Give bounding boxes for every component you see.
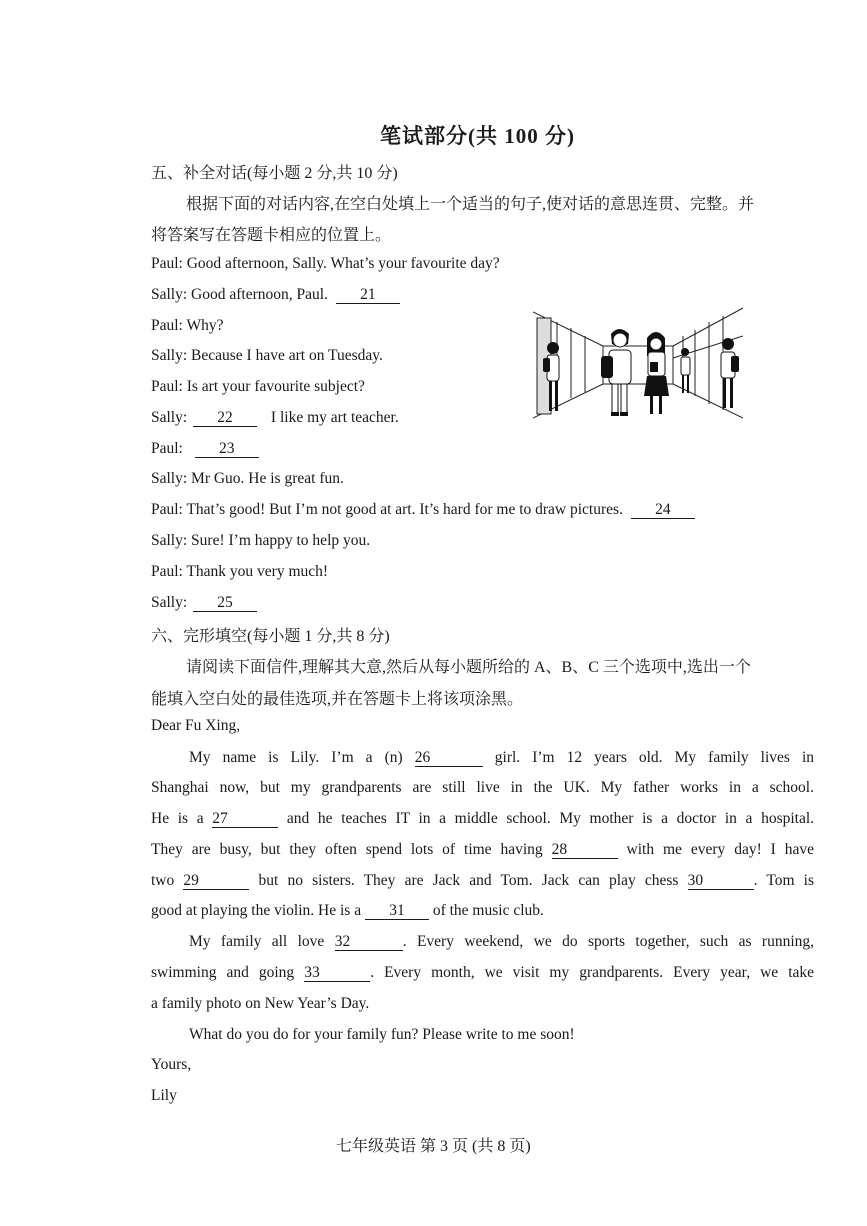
letter-text: girl. I’m 12 years old. My family lives in <box>494 749 815 766</box>
letter-line <box>151 901 544 921</box>
cloze-blank-30[interactable]: 30 <box>688 872 754 890</box>
students-in-school-hallway-illustration <box>533 306 743 420</box>
section-5-heading: 五、补全对话(每小题 2 分,共 10 分) <box>151 165 398 182</box>
letter-line: a family photo on New Year’s Day. <box>151 995 370 1012</box>
letter-text: swimming and going <box>151 964 295 981</box>
letter-line <box>189 748 814 768</box>
dialogue-text: Sally: <box>151 594 188 611</box>
section-6-instruction-cont: 能填入空白处的最佳选项,并在答题卡上将该项涂黑。 <box>151 691 524 708</box>
letter-text: . Tom is <box>753 872 814 889</box>
letter-line <box>189 932 814 952</box>
dialogue-line: Paul: Why? <box>151 317 224 334</box>
cloze-blank-33[interactable]: 33 <box>304 964 370 982</box>
dialogue-line: Paul: Good afternoon, Sally. What’s your favourite day? <box>151 255 500 272</box>
dialogue-line: Paul: Thank you very much! <box>151 563 329 580</box>
letter-text: My name is Lily. I’m a (n) <box>189 749 403 766</box>
letter-line <box>151 963 814 983</box>
letter-line: What do you do for your family fun? Please write to me soon! <box>189 1026 575 1043</box>
section-6-heading: 六、完形填空(每小题 1 分,共 8 分) <box>151 628 390 645</box>
letter-text: with me every day! I have <box>626 841 814 858</box>
letter-greeting: Dear Fu Xing, <box>151 717 241 734</box>
page-footer: 七年级英语 第 3 页 (共 8 页) <box>336 1138 531 1155</box>
letter-line: Shanghai now, but my grandparents are still live in the UK. My father works in a school. <box>151 779 814 796</box>
answer-blank-22[interactable]: 22 <box>193 409 257 427</box>
letter-closing: Yours, <box>151 1056 192 1073</box>
answer-blank-23[interactable]: 23 <box>195 440 259 458</box>
letter-line <box>151 809 814 829</box>
page-title: 笔试部分(共 100 分) <box>380 124 575 148</box>
letter-text: good at playing the violin. He is a <box>151 902 362 919</box>
answer-blank-25[interactable]: 25 <box>193 594 257 612</box>
dialogue-text: Paul: <box>151 440 183 457</box>
dialogue-line <box>151 408 399 428</box>
letter-text: of the music club. <box>432 902 544 919</box>
section-6-instruction: 请阅读下面信件,理解其大意,然后从每小题所给的 A、B、C 三个选项中,选出一个 <box>186 659 751 676</box>
dialogue-line: Paul: Is art your favourite subject? <box>151 378 365 395</box>
section-5-instruction-cont: 将答案写在答题卡相应的位置上。 <box>151 227 392 244</box>
letter-text: They are busy, but they often spend lots of time having <box>151 841 543 858</box>
letter-text: . Every weekend, we do sports together, such as running, <box>402 933 815 950</box>
dialogue-line: Sally: Mr Guo. He is great fun. <box>151 470 344 487</box>
letter-text: two <box>151 872 175 889</box>
dialogue-line <box>151 285 400 305</box>
dialogue-line <box>151 439 259 459</box>
dialogue-text: Paul: That’s good! But I’m not good at art. It’s hard for me to draw pictures. <box>151 501 623 518</box>
cloze-blank-31[interactable]: 31 <box>365 902 429 920</box>
dialogue-line: Sally: Sure! I’m happy to help you. <box>151 532 371 549</box>
dialogue-line <box>151 593 257 613</box>
cloze-blank-32[interactable]: 32 <box>335 933 403 951</box>
cloze-blank-29[interactable]: 29 <box>183 872 249 890</box>
dialogue-line: Sally: Because I have art on Tuesday. <box>151 347 383 364</box>
cloze-blank-26[interactable]: 26 <box>415 749 483 767</box>
letter-text: . Every month, we visit my grandparents. Every year, we take <box>370 964 815 981</box>
answer-blank-21[interactable]: 21 <box>336 286 400 304</box>
cloze-blank-28[interactable]: 28 <box>552 841 618 859</box>
letter-line <box>151 871 814 891</box>
letter-text: and he teaches IT in a middle school. My mother is a doctor in a hospital. <box>286 810 815 827</box>
letter-text: He is a <box>151 810 204 827</box>
letter-line <box>151 840 814 860</box>
letter-signature: Lily <box>151 1087 177 1104</box>
letter-text: but no sisters. They are Jack and Tom. Jack can play chess <box>258 872 679 889</box>
dialogue-text: Sally: <box>151 409 188 426</box>
dialogue-line <box>151 500 695 520</box>
dialogue-text: I like my art teacher. <box>270 409 399 426</box>
cloze-blank-27[interactable]: 27 <box>212 810 278 828</box>
dialogue-text: Sally: Good afternoon, Paul. <box>151 286 328 303</box>
letter-text: My family all love <box>189 933 325 950</box>
section-5-instruction: 根据下面的对话内容,在空白处填上一个适当的句子,使对话的意思连贯、完整。并 <box>186 196 755 213</box>
answer-blank-24[interactable]: 24 <box>631 501 695 519</box>
